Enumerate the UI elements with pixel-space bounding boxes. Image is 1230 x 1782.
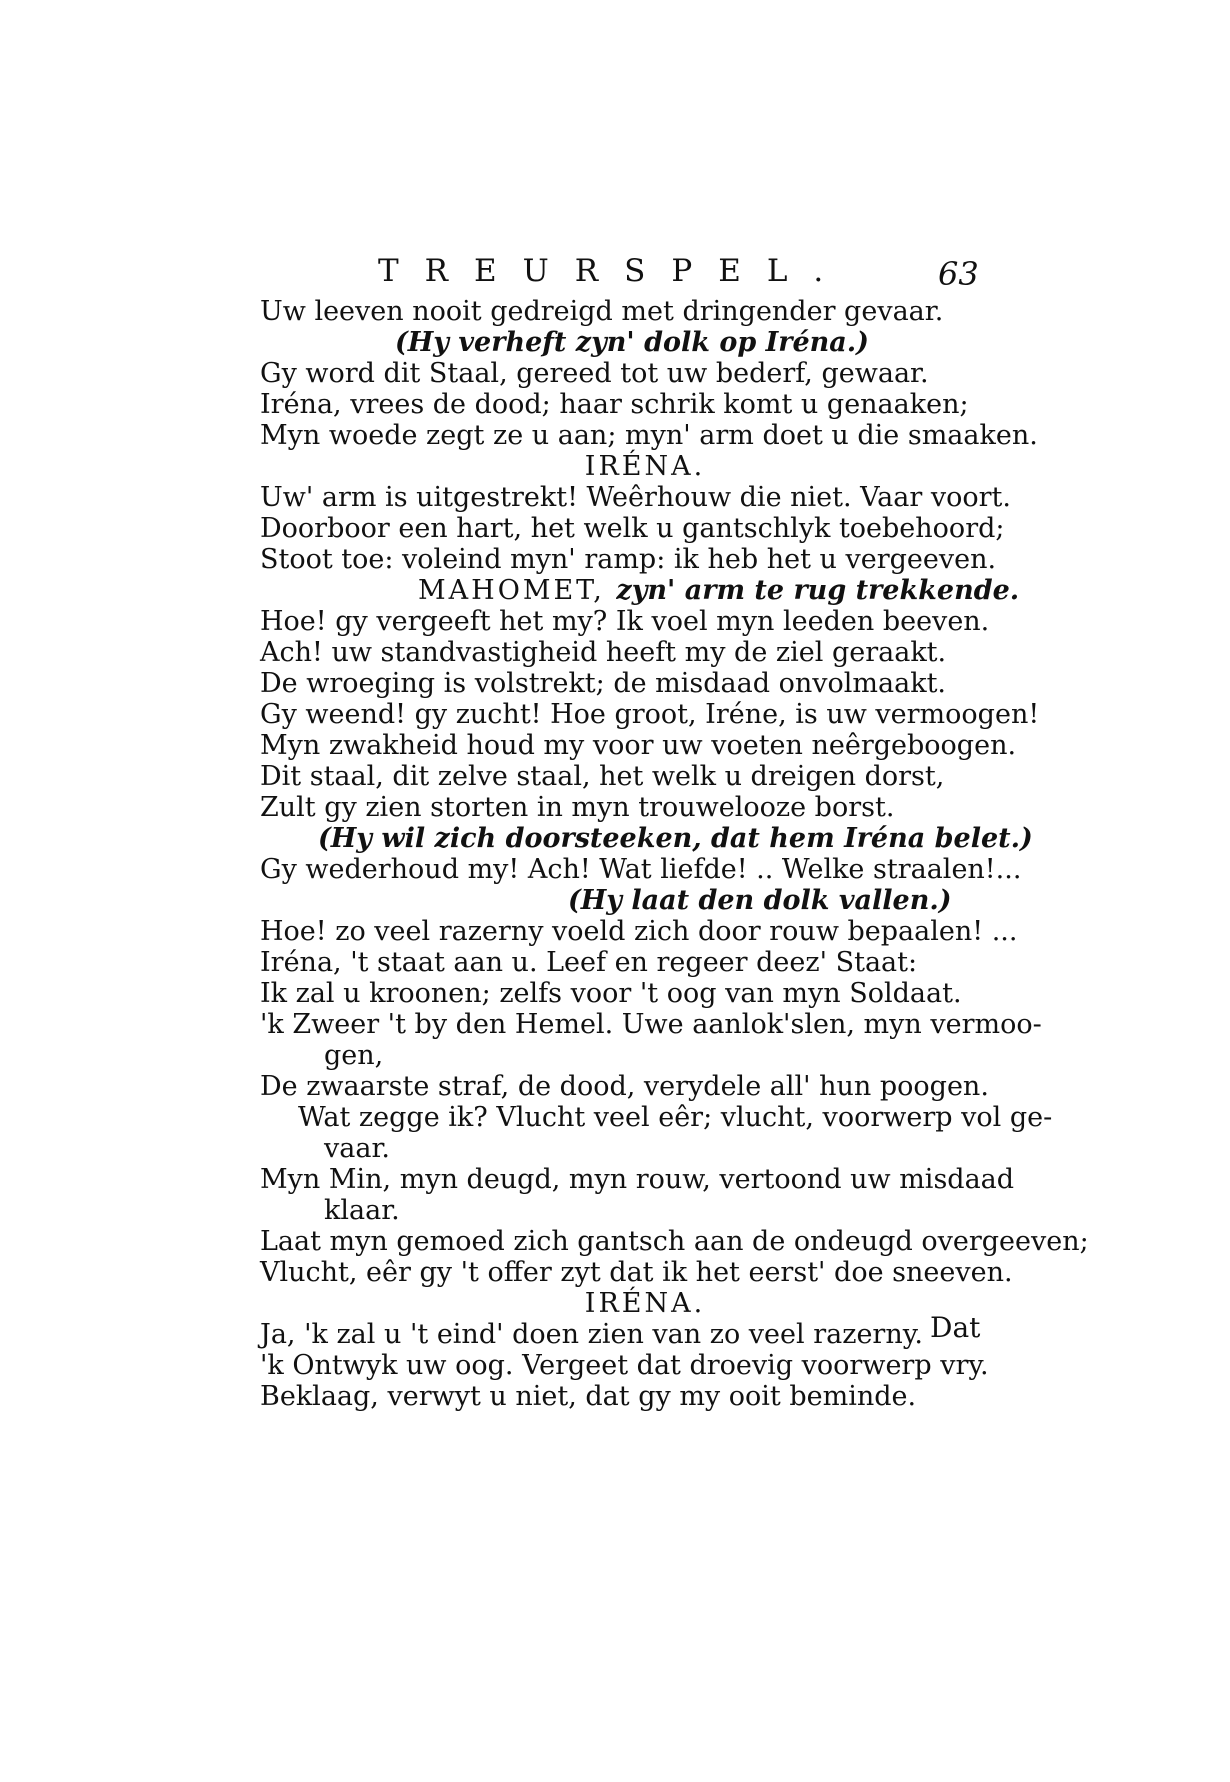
running-title: TREURSPEL.: [378, 253, 850, 289]
verse-line: Gy word dit Staal, gereed tot uw bederf, gewaar.: [260, 358, 929, 389]
verse-line: Myn Min, myn deugd, myn rouw, vertoond uw misdaad: [260, 1164, 1015, 1195]
verse-line: Ik zal u kroonen; zelfs voor 't oog van myn Soldaat.: [260, 978, 962, 1009]
verse-line: Hoe! zo veel razerny voeld zich door rouw bepaalen! ...: [260, 916, 1018, 947]
verse-line: Uw leeven nooit gedreigd met dringender gevaar.: [260, 296, 944, 327]
verse-line: Myn zwakheid houd my voor uw voeten neêrgeboogen.: [260, 730, 1017, 761]
speaker-with-action: [260, 575, 1020, 606]
verse-line: 'k Zweer 't by den Hemel. Uwe aanlok'slen, myn vermoo-: [260, 1009, 1042, 1040]
verse-line: Gy wederhoud my! Ach! Wat liefde! .. Welke straalen!...: [260, 854, 1022, 885]
play-text: [260, 296, 1089, 1412]
stage-direction: (Hy verheft zyn' dolk op Iréna.): [395, 327, 869, 358]
stage-direction: (Hy wil zich doorsteeken, dat hem Iréna belet.): [318, 823, 1033, 854]
speaker-name: IRÉNA.: [584, 451, 706, 482]
speaker-name: MAHOMET,: [418, 575, 605, 606]
verse-line: 'k Ontwyk uw oog. Vergeet dat droevig voorwerp vry.: [260, 1350, 989, 1381]
verse-line: Vlucht, eêr gy 't offer zyt dat ik het eerst' doe sneeven.: [260, 1257, 1013, 1288]
verse-line: Ja, 'k zal u 't eind' doen zien van zo veel razerny.: [260, 1319, 923, 1350]
verse-line: Laat myn gemoed zich gantsch aan de ondeugd overgeeven;: [260, 1226, 1089, 1257]
verse-line: Dit staal, dit zelve staal, het welk u dreigen dorst,: [260, 761, 945, 792]
verse-line: Myn woede zegt ze u aan; myn' arm doet u die smaaken.: [260, 420, 1038, 451]
verse-continuation: vaar.: [324, 1133, 390, 1164]
stage-direction: (Hy laat den dolk vallen.): [568, 885, 952, 916]
verse-continuation: klaar.: [324, 1195, 400, 1226]
verse-line: Uw' arm is uitgestrekt! Weêrhouw die niet. Vaar voort.: [260, 482, 1011, 513]
page-number: 63: [938, 255, 979, 293]
verse-line: Zult gy zien storten in myn trouwelooze borst.: [260, 792, 895, 823]
stage-direction: zyn' arm te rug trekkende.: [616, 575, 1020, 606]
verse-line: De zwaarste straf, de dood, verydele all' hun poogen.: [260, 1071, 989, 1102]
verse-line: Iréna, vrees de dood; haar schrik komt u genaaken;: [260, 389, 969, 420]
verse-line: Ach! uw standvastigheid heeft my de ziel geraakt.: [260, 637, 947, 668]
verse-line: Iréna, 't staat aan u. Leef en regeer deez' Staat:: [260, 947, 918, 978]
catchword: Dat: [930, 1311, 981, 1344]
verse-line: Wat zegge ik? Vlucht veel eêr; vlucht, voorwerp vol ge-: [298, 1102, 1053, 1133]
verse-line: Hoe! gy vergeeft het my? Ik voel myn leeden beeven.: [260, 606, 990, 637]
verse-line: Stoot toe: voleind myn' ramp: ik heb het u vergeeven.: [260, 544, 997, 575]
verse-continuation: gen,: [324, 1040, 384, 1071]
verse-line: De wroeging is volstrekt; de misdaad onvolmaakt.: [260, 668, 946, 699]
verse-line: Doorboor een hart, het welk u gantschlyk toebehoord;: [260, 513, 1005, 544]
verse-line: Gy weend! gy zucht! Hoe groot, Iréne, is uw vermoogen!: [260, 699, 1040, 730]
speaker-name: IRÉNA.: [584, 1288, 706, 1319]
verse-line: Beklaag, verwyt u niet, dat gy my ooit beminde.: [260, 1381, 917, 1412]
